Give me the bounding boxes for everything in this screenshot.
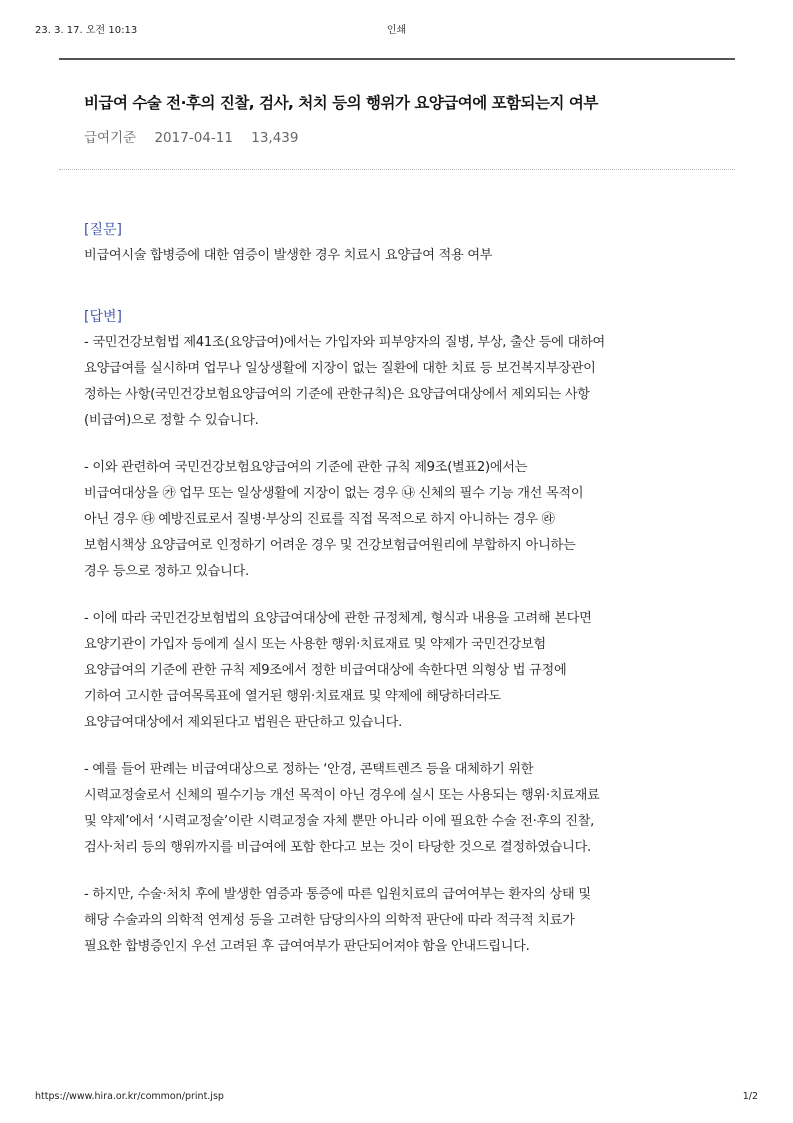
answer-paragraph <box>84 606 724 736</box>
paragraph-line: 정하는 사항(국민건강보험요양급여의 기준에 관한규칙)은 요양급여대상에서 제외되는 사항 <box>84 387 590 402</box>
paragraph-line: - 이와 관련하여 국민건강보험요양급여의 기준에 관한 규칙 제9조(별표2)에서는 <box>84 460 528 475</box>
paragraph-line: - 하지만, 수술·처치 후에 발생한 염증과 통증에 따른 입원치료의 급여여부는 환자의 상태 및 <box>84 887 591 902</box>
paragraph-line: 요양급여의 기준에 관한 규칙 제9조에서 정한 비급여대상에 속한다면 의형상 법 규정에 <box>84 663 567 678</box>
paragraph-line: 및 약제’에서 ‘시력교정술’이란 시력교정술 자체 뿐만 아니라 이에 필요한 수술 전·후의 진찰, <box>84 814 595 829</box>
article-views: 13,439 <box>251 130 299 146</box>
paragraph-line: - 예를 들어 판례는 비급여대상으로 정하는 ‘안경, 콘택트렌즈 등을 대체하기 위한 <box>84 762 534 777</box>
article-meta <box>84 126 312 146</box>
answer-paragraph <box>84 330 724 434</box>
paragraph-line: (비급여)으로 정할 수 있습니다. <box>84 413 259 428</box>
paragraph-line: 해당 수술과의 의학적 연계성 등을 고려한 담당의사의 의학적 판단에 따라 적극적 치료가 <box>84 913 575 928</box>
article-category: 급여기준 <box>84 130 137 146</box>
paragraph-line: 필요한 합병증인지 우선 고려된 후 급여여부가 판단되어져야 함을 안내드립니다. <box>84 939 530 954</box>
paragraph-line: 시력교정술로서 신체의 필수기능 개선 목적이 아닌 경우에 실시 또는 사용되는 행위·치료재료 <box>84 788 600 803</box>
answer-section <box>84 304 724 960</box>
question-label: [질문] <box>84 222 122 238</box>
paragraph-line: 요양기관이 가입자 등에게 실시 또는 사용한 행위·치료재료 및 약제가 국민건강보험 <box>84 637 546 652</box>
paragraph-line: - 국민건강보험법 제41조(요양급여)에서는 가입자와 피부양자의 질병, 부상, 출산 등에 대하여 <box>84 335 605 350</box>
answer-paragraphs <box>84 330 724 960</box>
footer-url: https://www.hira.or.kr/common/print.jsp <box>35 1091 224 1102</box>
answer-paragraph <box>84 882 724 960</box>
answer-paragraph <box>84 455 724 585</box>
paragraph-line: 요양급여대상에서 제외된다고 법원은 판단하고 있습니다. <box>84 715 402 730</box>
meta-divider <box>59 169 735 170</box>
article-body <box>84 217 724 995</box>
paragraph-line: 아닌 경우 ㉰ 예방진료로서 질병·부상의 진료를 직접 목적으로 하지 아니하는 경우 ㉱ <box>84 512 555 527</box>
paragraph-line: 비급여대상을 ㉮ 업무 또는 일상생활에 지장이 없는 경우 ㉯ 신체의 필수 기능 개선 목적이 <box>84 486 584 501</box>
question-text: 비급여시술 합병증에 대한 염증이 발생한 경우 치료시 요양급여 적용 여부 <box>84 248 493 263</box>
paragraph-line: 경우 등으로 정하고 있습니다. <box>84 564 249 579</box>
header-divider <box>59 58 735 60</box>
page-number: 1/2 <box>742 1091 758 1102</box>
print-datetime: 23. 3. 17. 오전 10:13 <box>35 25 138 36</box>
print-header-title: 인쇄 <box>386 25 407 36</box>
question-section <box>84 217 724 269</box>
article-date: 2017-04-11 <box>154 130 233 146</box>
paragraph-line: 검사·처리 등의 행위까지를 비급여에 포함 한다고 보는 것이 타당한 것으로 결정하였습니다. <box>84 840 591 855</box>
paragraph-line: 요양급여를 실시하며 업무나 일상생활에 지장이 없는 질환에 대한 치료 등 보건복지부장관이 <box>84 361 596 376</box>
answer-paragraph <box>84 757 724 861</box>
paragraph-line: 기하여 고시한 급여목록표에 열거된 행위·치료재료 및 약제에 해당하더라도 <box>84 689 501 704</box>
answer-label: [답변] <box>84 309 122 325</box>
paragraph-line: - 이에 따라 국민건강보험법의 요양급여대상에 관한 규정체계, 형식과 내용을 고려해 본다면 <box>84 611 592 626</box>
paragraph-line: 보험시책상 요양급여로 인정하기 어려운 경우 및 건강보험급여원리에 부합하지 아니하는 <box>84 538 576 553</box>
article-title: 비급여 수술 전·후의 진찰, 검사, 처치 등의 행위가 요양급여에 포함되는지 여부 <box>84 94 598 112</box>
